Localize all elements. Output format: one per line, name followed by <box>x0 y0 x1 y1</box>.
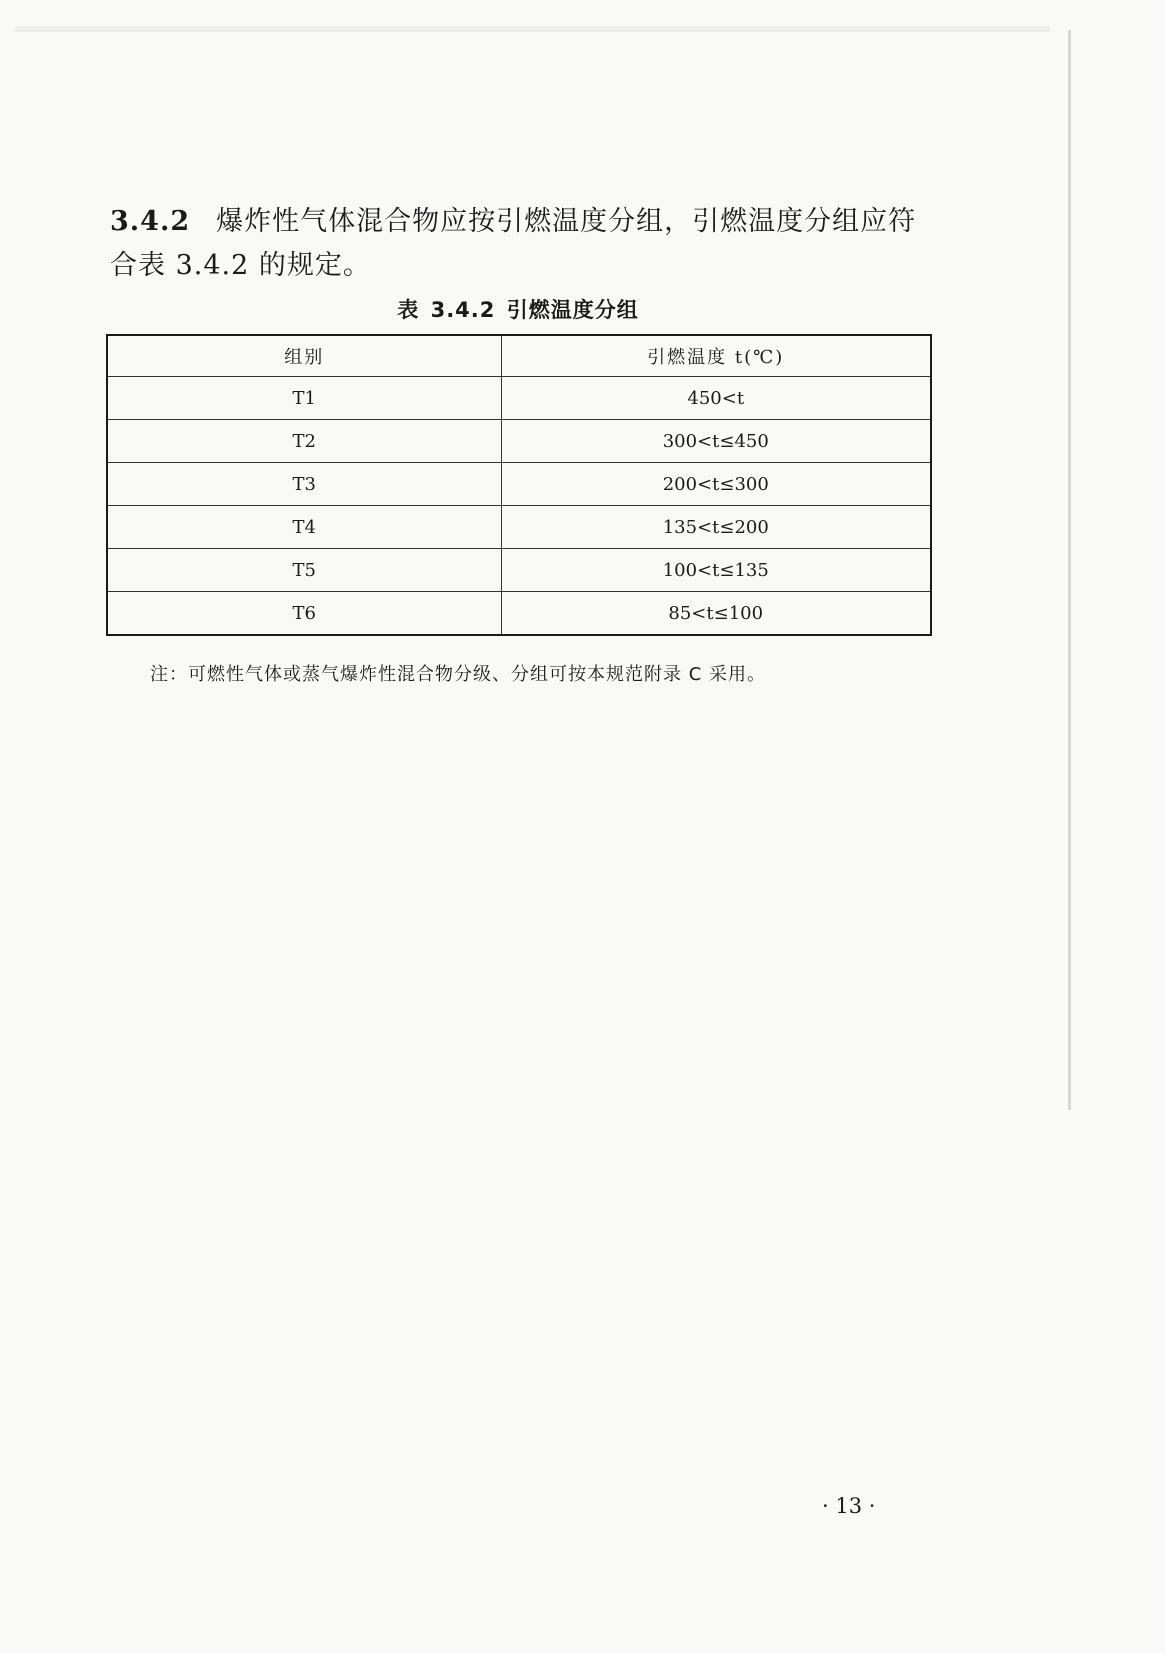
group-cell: T3 <box>107 463 501 506</box>
clause-text: 爆炸性气体混合物应按引燃温度分组，引燃温度分组应符合表 3.4.2 的规定。 <box>110 206 917 281</box>
table-row <box>107 592 931 636</box>
scan-right-edge <box>1068 30 1071 1110</box>
table-row <box>107 420 931 463</box>
table-note: 注：可燃性气体或蒸气爆炸性混合物分级、分组可按本规范附录 C 采用。 <box>150 664 767 685</box>
clause-number: 3.4.2 <box>110 206 191 237</box>
table-header-row <box>107 335 931 377</box>
header-group: 组别 <box>107 335 501 377</box>
page-number: · 13 · <box>822 1494 876 1518</box>
temperature-cell: 200<t≤300 <box>501 463 931 506</box>
clause-paragraph <box>110 200 930 288</box>
temperature-cell: 135<t≤200 <box>501 506 931 549</box>
table-caption: 表 3.4.2 引燃温度分组 <box>397 298 639 322</box>
group-cell: T6 <box>107 592 501 636</box>
group-cell: T5 <box>107 549 501 592</box>
group-cell: T4 <box>107 506 501 549</box>
temperature-cell: 100<t≤135 <box>501 549 931 592</box>
temperature-cell: 450<t <box>501 377 931 420</box>
table-row <box>107 549 931 592</box>
group-cell: T1 <box>107 377 501 420</box>
group-cell: T2 <box>107 420 501 463</box>
table-row <box>107 377 931 420</box>
ignition-temperature-table <box>106 334 932 636</box>
temperature-cell: 85<t≤100 <box>501 592 931 636</box>
scan-top-band <box>15 26 1050 32</box>
header-temperature: 引燃温度 t(℃) <box>501 335 931 377</box>
temperature-cell: 300<t≤450 <box>501 420 931 463</box>
table-row <box>107 463 931 506</box>
table-row <box>107 506 931 549</box>
